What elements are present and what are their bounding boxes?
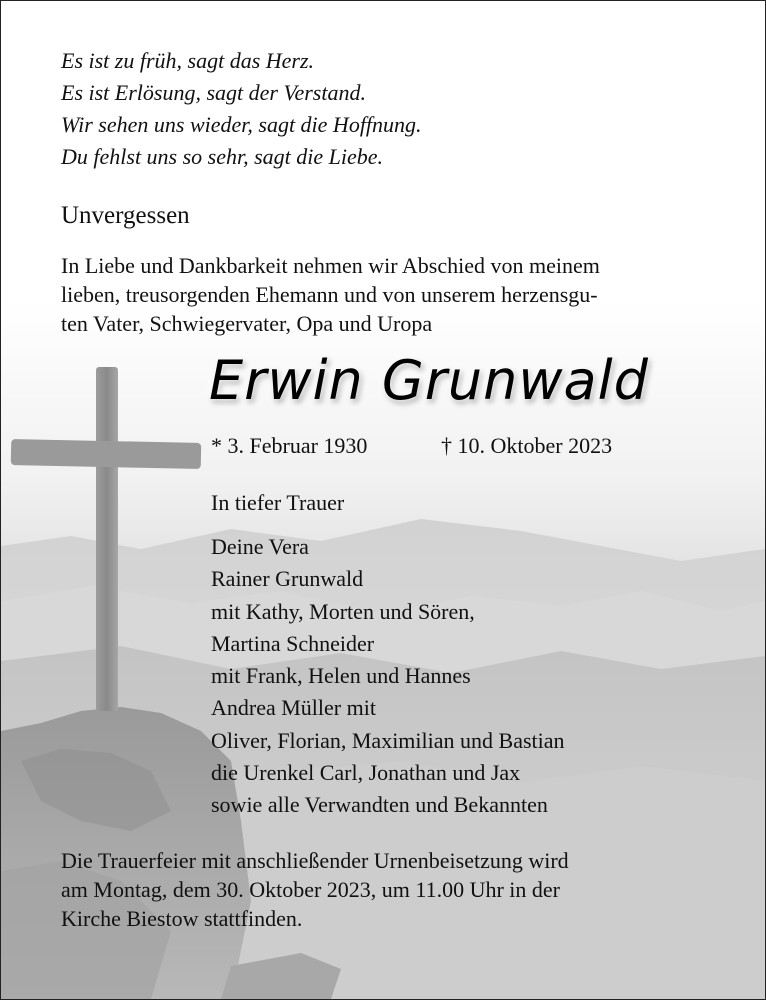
mourning-heading: In tiefer Trauer — [211, 490, 345, 515]
family-member: mit Frank, Helen und Hannes — [211, 663, 471, 689]
family-member: Rainer Grunwald — [211, 566, 364, 592]
funeral-line: Die Trauerfeier mit anschließender Urnenbeisetzung wird — [61, 848, 569, 873]
family-member: Martina Schneider — [211, 630, 375, 656]
deceased-name: Erwin Grunwald — [209, 349, 649, 412]
poem-line: Wir sehen uns wieder, sagt die Hoffnung. — [61, 112, 422, 137]
family-member: mit Kathy, Morten und Sören, — [211, 598, 475, 624]
birth-date: * 3. Februar 1930 — [211, 433, 368, 458]
death-date: † 10. Oktober 2023 — [441, 433, 613, 458]
funeral-info — [61, 846, 569, 933]
funeral-line: am Montag, dem 30. Oktober 2023, um 11.00 Uhr in der — [61, 877, 560, 902]
family-member: Deine Vera — [211, 534, 309, 559]
family-member: sowie alle Verwandten und Bekannten — [211, 792, 548, 818]
heading-unvergessen: Unvergessen — [61, 202, 190, 229]
poem-line: Du fehlst uns so sehr, sagt die Liebe. — [61, 144, 384, 169]
poem — [61, 45, 422, 173]
intro-line: In Liebe und Dankbarkeit nehmen wir Abschied von meinem — [61, 253, 600, 278]
family-list — [211, 531, 565, 822]
poem-line: Es ist Erlösung, sagt der Verstand. — [61, 80, 366, 105]
poem-line: Es ist zu früh, sagt das Herz. — [61, 48, 315, 73]
family-member: Andrea Müller mit — [211, 695, 376, 721]
family-member: die Urenkel Carl, Jonathan und Jax — [211, 760, 521, 786]
intro-text — [61, 251, 721, 338]
intro-line: ten Vater, Schwiegervater, Opa und Uropa — [61, 311, 433, 336]
intro-line: lieben, treusorgenden Ehemann und von unserem herzensgu- — [61, 282, 598, 307]
funeral-line: Kirche Biestow stattfinden. — [61, 906, 303, 931]
family-member: Oliver, Florian, Maximilian und Bastian — [211, 727, 565, 753]
